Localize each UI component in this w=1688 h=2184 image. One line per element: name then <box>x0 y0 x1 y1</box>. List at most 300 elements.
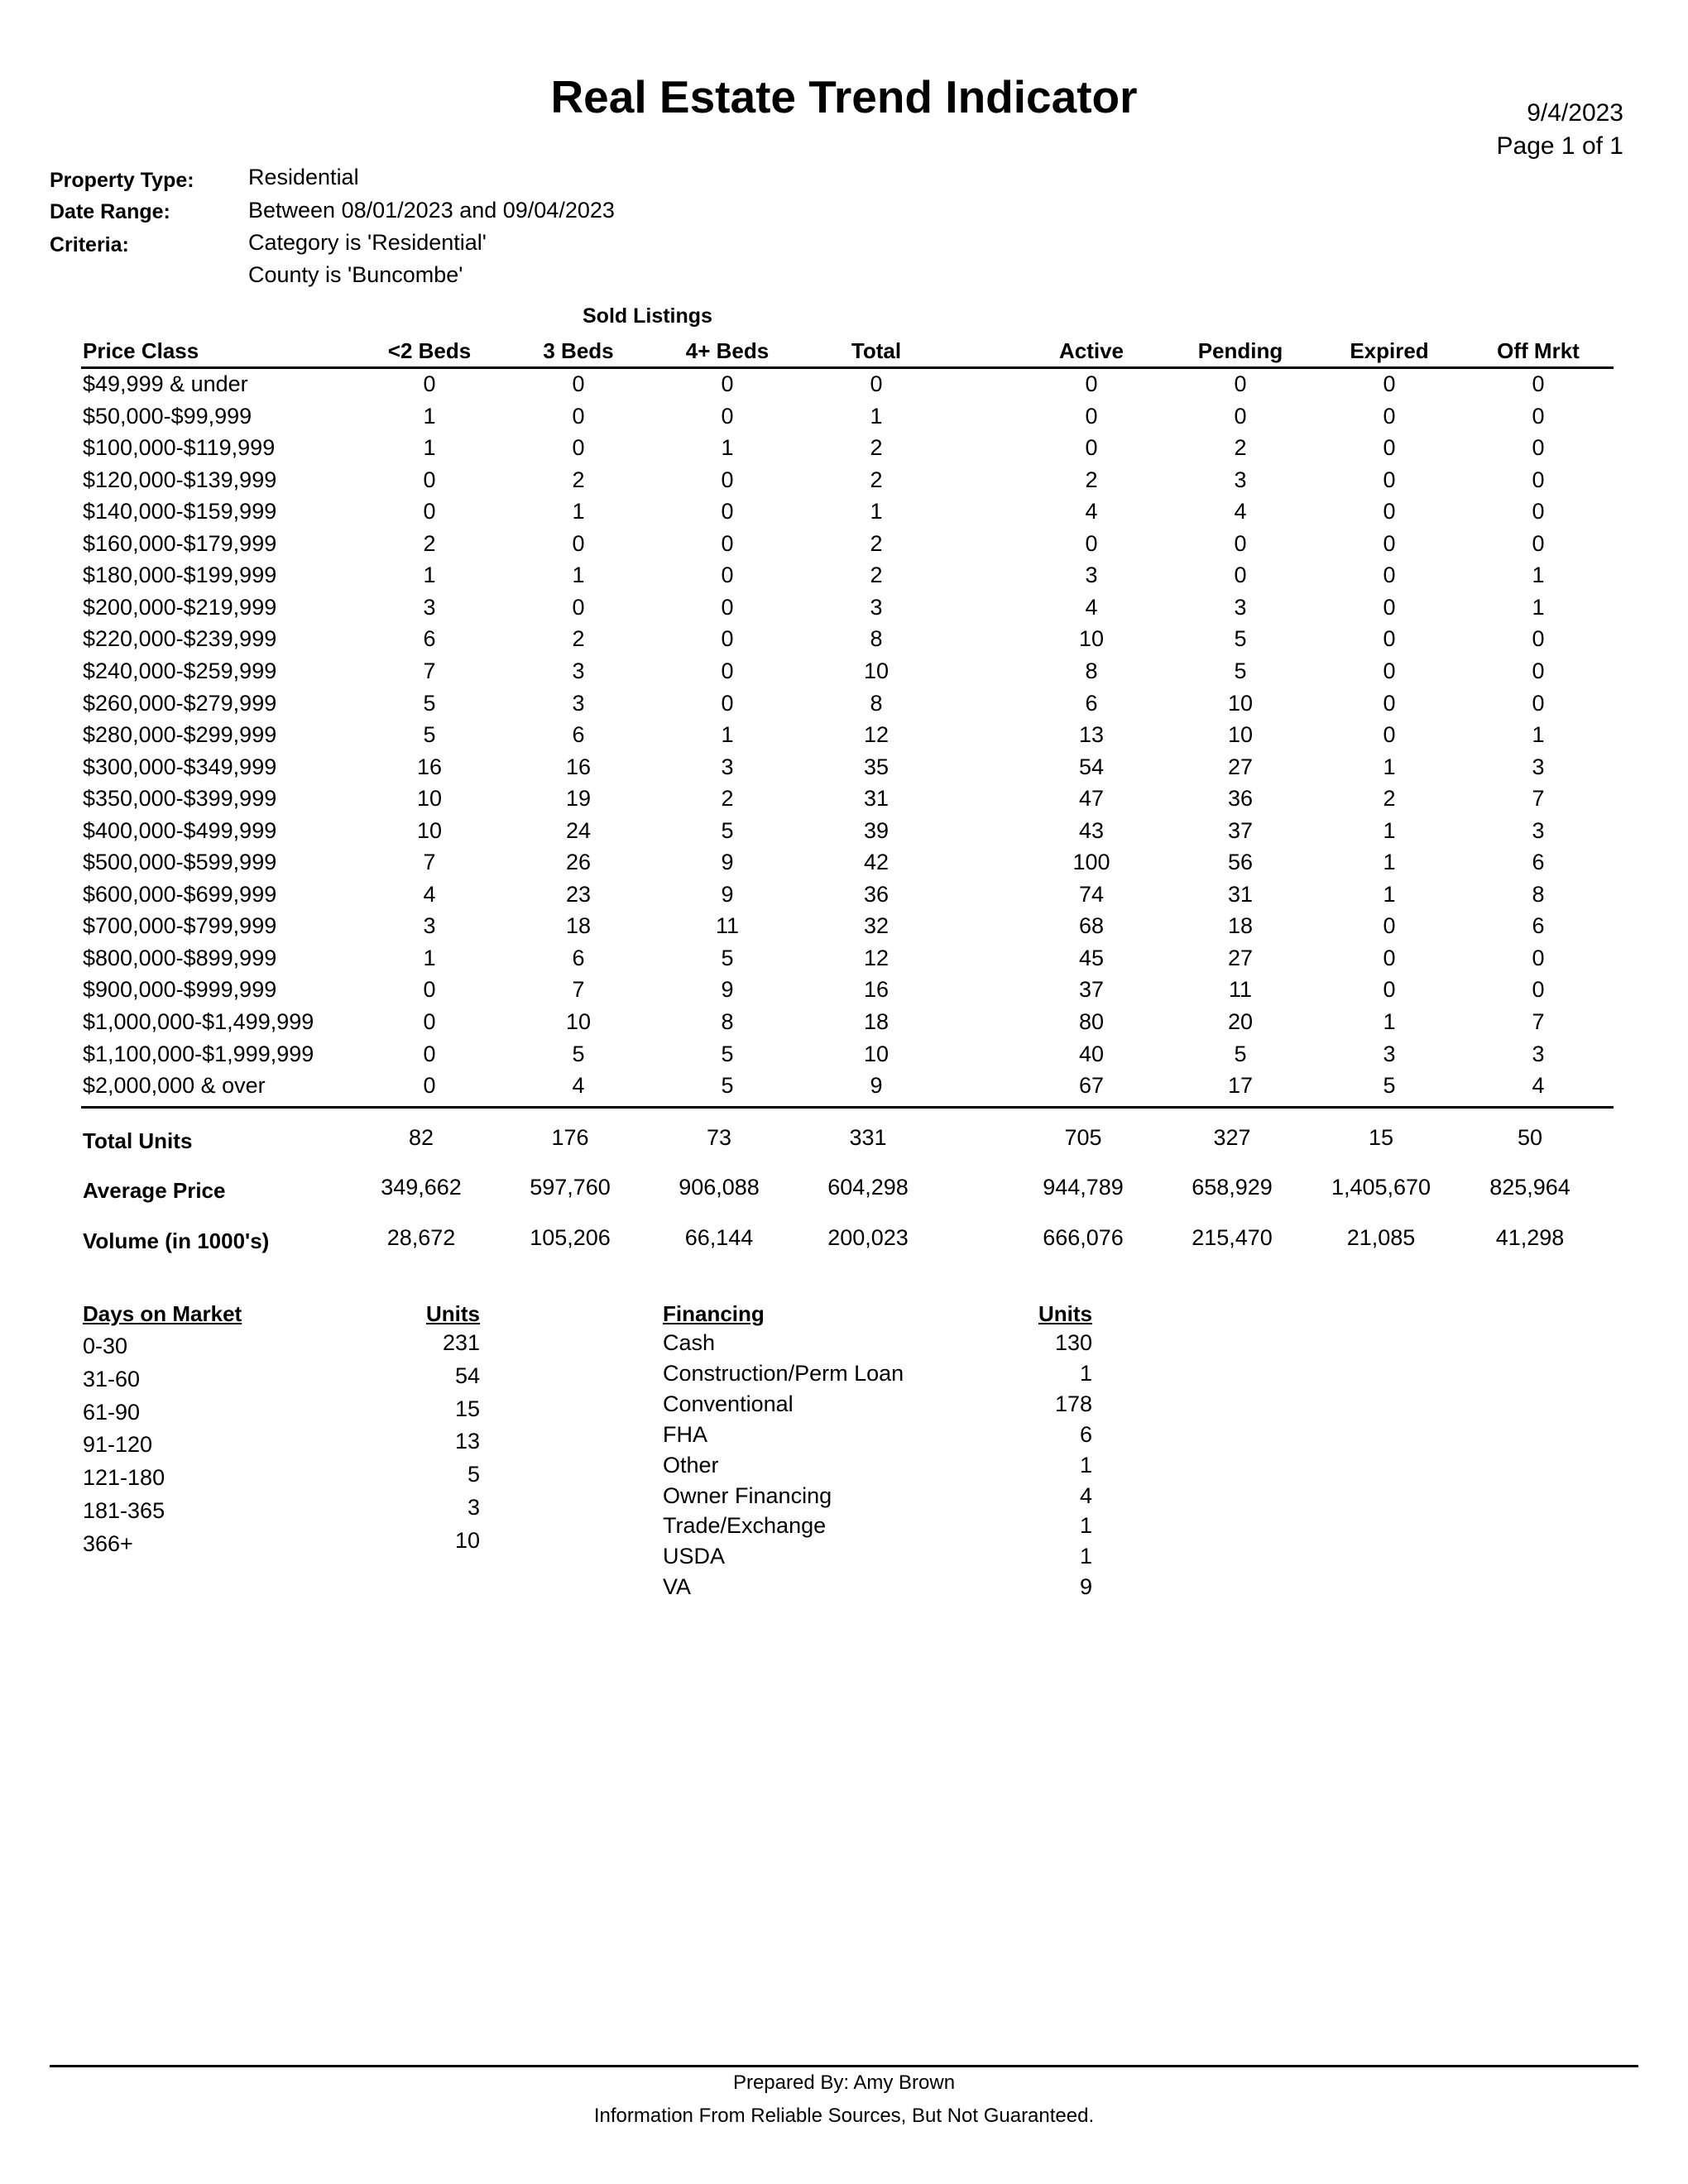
cell-expired: 0 <box>1383 531 1396 556</box>
total-total: 331 <box>849 1125 887 1150</box>
total-lt2-beds: 82 <box>408 1125 434 1150</box>
cell-total: 12 <box>863 946 890 970</box>
table-row <box>0 499 1688 530</box>
cell-4plus-beds: 1 <box>721 722 734 747</box>
table-row <box>0 786 1688 817</box>
cell-lt2-beds: 0 <box>423 1042 436 1066</box>
total-active: 705 <box>1064 1125 1102 1150</box>
cell-4plus-beds: 11 <box>715 913 740 938</box>
cell-expired: 0 <box>1383 913 1396 938</box>
cell-total: 1 <box>870 499 883 524</box>
cell-lt2-beds: 0 <box>423 1073 436 1098</box>
total-4plus-beds: 73 <box>706 1125 732 1150</box>
cell-price-class: $1,000,000-$1,499,999 <box>83 1009 314 1034</box>
cell-expired: 2 <box>1383 786 1396 811</box>
cell-active: 3 <box>1085 563 1098 587</box>
total-expired: 21,085 <box>1346 1225 1416 1250</box>
totals-row <box>0 1125 1688 1157</box>
cell-active: 68 <box>1078 913 1105 938</box>
cell-3-beds: 16 <box>565 754 592 779</box>
cell-off-mrkt: 6 <box>1532 850 1545 874</box>
cell-price-class: $2,000,000 & over <box>83 1073 266 1098</box>
cell-lt2-beds: 16 <box>416 754 443 779</box>
financing-units: 130 <box>1054 1330 1092 1355</box>
cell-price-class: $120,000-$139,999 <box>83 467 277 492</box>
cell-price-class: $800,000-$899,999 <box>83 946 277 970</box>
total-expired: 1,405,670 <box>1331 1175 1431 1200</box>
dom-range: 61-90 <box>83 1400 141 1425</box>
cell-price-class: $600,000-$699,999 <box>83 882 277 907</box>
cell-off-mrkt: 1 <box>1532 563 1545 587</box>
financing-units: 6 <box>1079 1422 1092 1447</box>
cell-pending: 3 <box>1234 595 1247 620</box>
total-4plus-beds: 66,144 <box>684 1225 754 1250</box>
cell-total: 2 <box>870 435 883 460</box>
table-row <box>0 659 1688 690</box>
column-header-off-mrkt: Off Mrkt <box>1497 338 1580 363</box>
dom-units-header: Units <box>426 1301 480 1326</box>
total-3-beds: 105,206 <box>530 1225 611 1250</box>
cell-off-mrkt: 1 <box>1532 722 1545 747</box>
totals-label: Total Units <box>83 1128 193 1153</box>
cell-price-class: $400,000-$499,999 <box>83 818 277 843</box>
cell-expired: 0 <box>1383 371 1396 396</box>
column-header-pending: Pending <box>1197 338 1283 363</box>
financing-row <box>0 1391 1688 1423</box>
total-4plus-beds: 906,088 <box>679 1175 760 1200</box>
cell-pending: 5 <box>1234 1042 1247 1066</box>
cell-pending: 0 <box>1234 404 1247 429</box>
cell-expired: 0 <box>1383 626 1396 651</box>
cell-price-class: $140,000-$159,999 <box>83 499 277 524</box>
table-row <box>0 977 1688 1008</box>
cell-lt2-beds: 1 <box>423 563 436 587</box>
financing-units: 9 <box>1079 1574 1092 1599</box>
criteria-label: Date Range: <box>50 200 170 223</box>
table-row <box>0 371 1688 403</box>
financing-units: 1 <box>1079 1513 1092 1538</box>
cell-4plus-beds: 3 <box>721 754 734 779</box>
cell-lt2-beds: 5 <box>423 691 436 716</box>
financing-type: Other <box>663 1453 719 1478</box>
cell-lt2-beds: 3 <box>423 595 436 620</box>
cell-active: 47 <box>1078 786 1105 811</box>
cell-off-mrkt: 7 <box>1532 1009 1545 1034</box>
cell-lt2-beds: 3 <box>423 913 436 938</box>
cell-off-mrkt: 0 <box>1532 435 1545 460</box>
table-row <box>0 946 1688 977</box>
dom-range: 0-30 <box>83 1334 128 1358</box>
cell-lt2-beds: 10 <box>416 786 443 811</box>
cell-active: 67 <box>1078 1073 1105 1098</box>
table-row <box>0 818 1688 850</box>
financing-row <box>0 1453 1688 1484</box>
criteria-value: Category is 'Residential' <box>248 230 487 255</box>
financing-header: Financing <box>663 1301 765 1326</box>
cell-4plus-beds: 0 <box>721 595 734 620</box>
page-number: Page 1 of 1 <box>1496 132 1623 160</box>
cell-3-beds: 1 <box>572 499 585 524</box>
cell-total: 10 <box>863 659 890 683</box>
cell-total: 16 <box>863 977 890 1002</box>
cell-4plus-beds: 0 <box>721 467 734 492</box>
cell-3-beds: 0 <box>572 435 585 460</box>
cell-active: 10 <box>1078 626 1105 651</box>
cell-total: 39 <box>863 818 890 843</box>
cell-expired: 1 <box>1383 1009 1396 1034</box>
cell-expired: 0 <box>1383 722 1396 747</box>
cell-off-mrkt: 0 <box>1532 371 1545 396</box>
cell-lt2-beds: 7 <box>423 850 436 874</box>
total-3-beds: 176 <box>551 1125 589 1150</box>
cell-off-mrkt: 0 <box>1532 659 1545 683</box>
cell-total: 10 <box>863 1042 890 1066</box>
dom-range: 181-365 <box>83 1498 165 1523</box>
cell-4plus-beds: 5 <box>721 1073 734 1098</box>
cell-active: 2 <box>1085 467 1098 492</box>
cell-total: 35 <box>863 754 890 779</box>
cell-total: 2 <box>870 531 883 556</box>
cell-4plus-beds: 0 <box>721 371 734 396</box>
financing-units: 1 <box>1079 1453 1092 1478</box>
cell-3-beds: 4 <box>572 1073 585 1098</box>
table-row <box>0 691 1688 722</box>
cell-active: 13 <box>1078 722 1105 747</box>
cell-4plus-beds: 8 <box>721 1009 734 1034</box>
cell-lt2-beds: 0 <box>423 467 436 492</box>
days-on-market-header: Days on Market <box>83 1301 242 1326</box>
cell-active: 0 <box>1085 435 1098 460</box>
cell-4plus-beds: 0 <box>721 499 734 524</box>
cell-expired: 0 <box>1383 691 1396 716</box>
cell-pending: 5 <box>1234 659 1247 683</box>
cell-4plus-beds: 9 <box>721 882 734 907</box>
cell-price-class: $49,999 & under <box>83 371 248 396</box>
header-rule <box>81 366 1614 369</box>
cell-off-mrkt: 0 <box>1532 404 1545 429</box>
dom-units: 231 <box>442 1330 480 1355</box>
cell-lt2-beds: 1 <box>423 435 436 460</box>
cell-off-mrkt: 1 <box>1532 595 1545 620</box>
financing-type: USDA <box>663 1544 726 1569</box>
table-row <box>0 531 1688 563</box>
cell-total: 2 <box>870 563 883 587</box>
total-pending: 327 <box>1213 1125 1251 1150</box>
cell-total: 1 <box>870 404 883 429</box>
totals-label: Volume (in 1000's) <box>83 1228 270 1253</box>
cell-price-class: $260,000-$279,999 <box>83 691 277 716</box>
total-lt2-beds: 349,662 <box>381 1175 462 1200</box>
cell-pending: 17 <box>1227 1073 1254 1098</box>
cell-total: 0 <box>870 371 883 396</box>
cell-active: 43 <box>1078 818 1105 843</box>
cell-active: 80 <box>1078 1009 1105 1034</box>
cell-pending: 27 <box>1227 946 1254 970</box>
column-header-expired: Expired <box>1350 338 1429 363</box>
financing-row <box>0 1544 1688 1575</box>
financing-row <box>0 1574 1688 1606</box>
table-row <box>0 1073 1688 1104</box>
criteria-value: Residential <box>248 165 359 189</box>
cell-total: 32 <box>863 913 890 938</box>
cell-total: 9 <box>870 1073 883 1098</box>
cell-total: 42 <box>863 850 890 874</box>
total-off-mrkt: 41,298 <box>1495 1225 1565 1250</box>
cell-expired: 0 <box>1383 499 1396 524</box>
cell-3-beds: 2 <box>572 626 585 651</box>
total-pending: 658,929 <box>1192 1175 1273 1200</box>
cell-active: 45 <box>1078 946 1105 970</box>
cell-pending: 37 <box>1227 818 1254 843</box>
cell-3-beds: 23 <box>565 882 592 907</box>
cell-expired: 1 <box>1383 850 1396 874</box>
report-date: 9/4/2023 <box>1527 99 1623 127</box>
cell-3-beds: 6 <box>572 946 585 970</box>
financing-type: Owner Financing <box>663 1483 832 1508</box>
cell-off-mrkt: 0 <box>1532 499 1545 524</box>
cell-off-mrkt: 6 <box>1532 913 1545 938</box>
cell-lt2-beds: 1 <box>423 946 436 970</box>
financing-units: 178 <box>1054 1391 1092 1416</box>
cell-off-mrkt: 3 <box>1532 754 1545 779</box>
cell-total: 8 <box>870 626 883 651</box>
dom-range: 121-180 <box>83 1465 165 1490</box>
cell-pending: 2 <box>1234 435 1247 460</box>
cell-4plus-beds: 0 <box>721 659 734 683</box>
cell-4plus-beds: 5 <box>721 946 734 970</box>
cell-price-class: $100,000-$119,999 <box>83 435 276 460</box>
totals-label: Average Price <box>83 1178 226 1203</box>
dom-units: 5 <box>467 1462 480 1487</box>
cell-total: 36 <box>863 882 890 907</box>
table-row <box>0 404 1688 435</box>
cell-pending: 4 <box>1234 499 1247 524</box>
cell-pending: 0 <box>1234 371 1247 396</box>
cell-lt2-beds: 6 <box>423 626 436 651</box>
cell-price-class: $200,000-$219,999 <box>83 595 277 620</box>
table-row <box>0 882 1688 913</box>
cell-expired: 0 <box>1383 946 1396 970</box>
column-header-4plus-beds: 4+ Beds <box>685 338 770 363</box>
cell-expired: 3 <box>1383 1042 1396 1066</box>
financing-row <box>0 1361 1688 1392</box>
table-row <box>0 626 1688 658</box>
cell-price-class: $1,100,000-$1,999,999 <box>83 1042 314 1066</box>
table-row <box>0 754 1688 786</box>
total-lt2-beds: 28,672 <box>386 1225 456 1250</box>
cell-active: 100 <box>1072 850 1110 874</box>
cell-3-beds: 10 <box>565 1009 592 1034</box>
cell-price-class: $300,000-$349,999 <box>83 754 277 779</box>
column-header-3-beds: 3 Beds <box>543 338 614 363</box>
cell-price-class: $900,000-$999,999 <box>83 977 277 1002</box>
financing-type: FHA <box>663 1422 707 1447</box>
cell-expired: 1 <box>1383 818 1396 843</box>
cell-expired: 5 <box>1383 1073 1396 1098</box>
cell-expired: 1 <box>1383 882 1396 907</box>
total-off-mrkt: 50 <box>1517 1125 1543 1150</box>
cell-active: 4 <box>1085 499 1098 524</box>
cell-active: 0 <box>1085 371 1098 396</box>
cell-3-beds: 0 <box>572 371 585 396</box>
cell-4plus-beds: 0 <box>721 531 734 556</box>
cell-3-beds: 0 <box>572 531 585 556</box>
cell-4plus-beds: 1 <box>721 435 734 460</box>
cell-active: 0 <box>1085 531 1098 556</box>
cell-price-class: $50,000-$99,999 <box>83 404 252 429</box>
cell-active: 40 <box>1078 1042 1105 1066</box>
cell-3-beds: 0 <box>572 595 585 620</box>
cell-expired: 0 <box>1383 563 1396 587</box>
cell-price-class: $160,000-$179,999 <box>83 531 277 556</box>
prepared-by: Prepared By: Amy Brown <box>732 2071 956 2094</box>
financing-row <box>0 1513 1688 1545</box>
cell-3-beds: 18 <box>565 913 592 938</box>
cell-lt2-beds: 1 <box>423 404 436 429</box>
cell-4plus-beds: 5 <box>721 1042 734 1066</box>
cell-4plus-beds: 2 <box>721 786 734 811</box>
cell-off-mrkt: 0 <box>1532 977 1545 1002</box>
cell-expired: 0 <box>1383 435 1396 460</box>
cell-total: 18 <box>863 1009 890 1034</box>
cell-expired: 1 <box>1383 754 1396 779</box>
footer-divider <box>50 2065 1638 2067</box>
dom-range: 91-120 <box>83 1432 153 1457</box>
totals-row <box>0 1175 1688 1206</box>
financing-row <box>0 1422 1688 1454</box>
cell-pending: 20 <box>1227 1009 1254 1034</box>
table-row <box>0 722 1688 754</box>
cell-price-class: $280,000-$299,999 <box>83 722 277 747</box>
cell-price-class: $240,000-$259,999 <box>83 659 277 683</box>
cell-4plus-beds: 5 <box>721 818 734 843</box>
cell-off-mrkt: 0 <box>1532 691 1545 716</box>
cell-off-mrkt: 0 <box>1532 626 1545 651</box>
cell-3-beds: 6 <box>572 722 585 747</box>
cell-lt2-beds: 0 <box>423 977 436 1002</box>
dom-units: 3 <box>467 1495 480 1520</box>
column-header-price-class: Price Class <box>83 338 199 363</box>
cell-4plus-beds: 9 <box>721 977 734 1002</box>
sold-listings-label: Sold Listings <box>583 304 712 328</box>
cell-total: 12 <box>863 722 890 747</box>
cell-total: 2 <box>870 467 883 492</box>
total-total: 604,298 <box>827 1175 909 1200</box>
cell-pending: 11 <box>1228 977 1253 1002</box>
cell-active: 8 <box>1085 659 1098 683</box>
criteria-value: Between 08/01/2023 and 09/04/2023 <box>248 198 615 223</box>
cell-off-mrkt: 0 <box>1532 531 1545 556</box>
dom-range: 31-60 <box>83 1367 141 1391</box>
cell-lt2-beds: 2 <box>423 531 436 556</box>
financing-type: Conventional <box>663 1391 794 1416</box>
cell-pending: 31 <box>1227 882 1254 907</box>
table-row <box>0 913 1688 945</box>
totals-rule <box>81 1106 1614 1109</box>
cell-off-mrkt: 0 <box>1532 946 1545 970</box>
cell-3-beds: 5 <box>572 1042 585 1066</box>
financing-row <box>0 1483 1688 1515</box>
table-row <box>0 595 1688 626</box>
dom-range: 366+ <box>83 1531 133 1556</box>
cell-3-beds: 24 <box>565 818 592 843</box>
report-title: Real Estate Trend Indicator <box>550 71 1138 122</box>
cell-pending: 0 <box>1234 563 1247 587</box>
cell-lt2-beds: 0 <box>423 499 436 524</box>
cell-off-mrkt: 8 <box>1532 882 1545 907</box>
cell-off-mrkt: 3 <box>1532 1042 1545 1066</box>
financing-units: 1 <box>1079 1361 1092 1386</box>
dom-units: 15 <box>454 1396 480 1421</box>
total-3-beds: 597,760 <box>530 1175 611 1200</box>
column-header-total: Total <box>851 338 902 363</box>
total-pending: 215,470 <box>1192 1225 1273 1250</box>
cell-lt2-beds: 0 <box>423 1009 436 1034</box>
cell-pending: 3 <box>1234 467 1247 492</box>
cell-3-beds: 3 <box>572 659 585 683</box>
dom-units: 13 <box>454 1429 480 1454</box>
cell-expired: 0 <box>1383 595 1396 620</box>
cell-expired: 0 <box>1383 659 1396 683</box>
cell-total: 31 <box>863 786 890 811</box>
criteria-label: Criteria: <box>50 233 129 256</box>
financing-units: 4 <box>1079 1483 1092 1508</box>
cell-pending: 0 <box>1234 531 1247 556</box>
table-row <box>0 435 1688 467</box>
disclaimer: Information From Reliable Sources, But Not Guaranteed. <box>593 2105 1095 2127</box>
total-total: 200,023 <box>827 1225 909 1250</box>
cell-3-beds: 0 <box>572 404 585 429</box>
cell-lt2-beds: 10 <box>416 818 443 843</box>
cell-off-mrkt: 4 <box>1532 1073 1545 1098</box>
cell-off-mrkt: 7 <box>1532 786 1545 811</box>
cell-3-beds: 3 <box>572 691 585 716</box>
cell-pending: 27 <box>1227 754 1254 779</box>
cell-pending: 18 <box>1227 913 1254 938</box>
total-off-mrkt: 825,964 <box>1489 1175 1571 1200</box>
cell-4plus-beds: 0 <box>721 691 734 716</box>
cell-pending: 10 <box>1227 691 1254 716</box>
criteria-value: County is 'Buncombe' <box>248 262 463 287</box>
table-row <box>0 563 1688 594</box>
cell-active: 37 <box>1078 977 1105 1002</box>
cell-off-mrkt: 0 <box>1532 467 1545 492</box>
cell-active: 6 <box>1085 691 1098 716</box>
column-header-active: Active <box>1058 338 1125 363</box>
cell-4plus-beds: 0 <box>721 404 734 429</box>
cell-expired: 0 <box>1383 404 1396 429</box>
total-active: 666,076 <box>1043 1225 1124 1250</box>
financing-type: Cash <box>663 1330 716 1355</box>
cell-expired: 0 <box>1383 467 1396 492</box>
cell-price-class: $500,000-$599,999 <box>83 850 277 874</box>
totals-row <box>0 1225 1688 1257</box>
table-row <box>0 1009 1688 1041</box>
financing-units: 1 <box>1079 1544 1092 1569</box>
cell-lt2-beds: 4 <box>423 882 436 907</box>
cell-price-class: $180,000-$199,999 <box>83 563 277 587</box>
financing-units-header: Units <box>1038 1301 1092 1326</box>
cell-total: 3 <box>870 595 883 620</box>
cell-3-beds: 7 <box>572 977 585 1002</box>
dom-units: 10 <box>454 1528 480 1553</box>
cell-pending: 5 <box>1234 626 1247 651</box>
cell-lt2-beds: 5 <box>423 722 436 747</box>
table-row <box>0 850 1688 881</box>
cell-expired: 0 <box>1383 977 1396 1002</box>
cell-active: 54 <box>1078 754 1105 779</box>
cell-lt2-beds: 0 <box>423 371 436 396</box>
